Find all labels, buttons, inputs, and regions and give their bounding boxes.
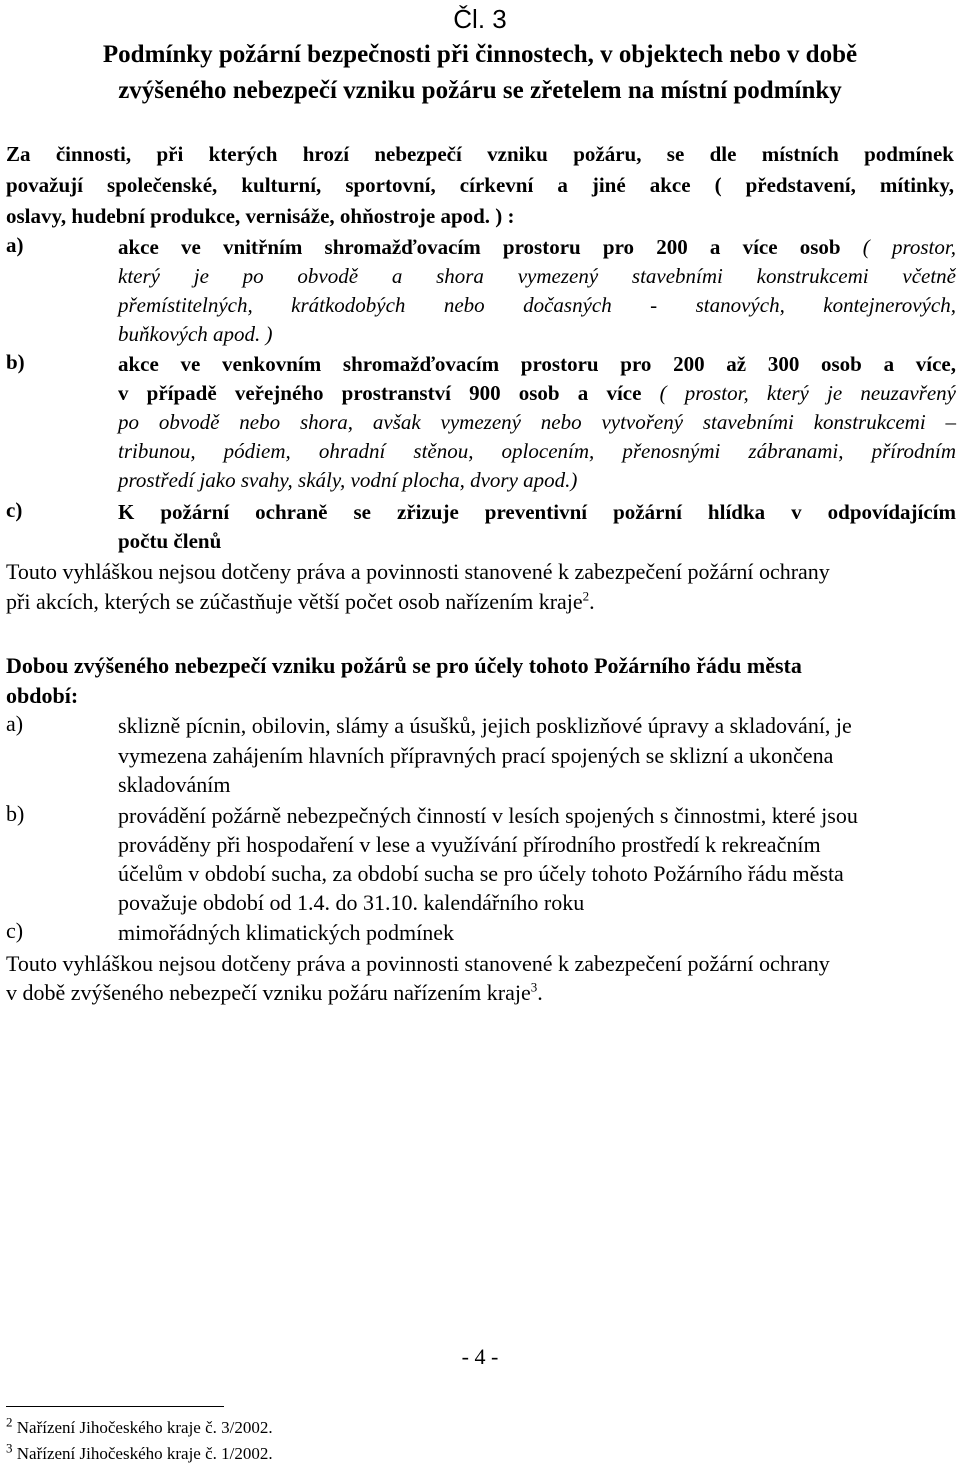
list-item-b-line-2 — [118, 379, 956, 408]
footnote-mark: 3 — [6, 1440, 13, 1456]
section1-intro-line-1: Za činnosti, při kterých hrozí nebezpečí vzniku požáru, se dle místních podmínek — [6, 142, 954, 166]
section2-heading-line-2: období: — [6, 683, 79, 708]
period-item-a-line-2: vymezena zahájením hlavních přípravných prací spojených se sklizní a ukončena — [118, 743, 834, 768]
list-item-b-line-1: akce ve venkovním shromažďovacím prostoru pro 200 až 300 osob a více, — [118, 352, 956, 376]
section1-note-text: při akcích, kterých se zúčastňuje větší počet osob nařízením kraje — [6, 589, 583, 614]
article-number: Čl. 3 — [453, 4, 507, 34]
item-letter: a) — [6, 711, 24, 736]
list-item-b-italic: ( prostor, který je neuzavřený — [641, 381, 956, 405]
list-item-a-line-3: přemístitelných, krátkodobých nebo dočasných - stanových, kontejnerových, — [118, 293, 956, 317]
footnote-text: Nařízení Jihočeského kraje č. 3/2002. — [12, 1418, 273, 1437]
list-item-b-line-4: tribunou, pódiem, ohradní stěnou, oplocením, přenosnými zábranami, přírodním — [118, 439, 956, 463]
period-item-b-line-4: považuje období od 1.4. do 31.10. kalendářního roku — [118, 890, 585, 915]
item-letter: c) — [6, 498, 23, 522]
list-item-a-line-1 — [118, 233, 956, 262]
section2-note-line-1: Touto vyhláškou nejsou dotčeny práva a povinnosti stanovené k zabezpečení požární ochrany — [6, 951, 830, 976]
footnote-text: Nařízení Jihočeského kraje č. 1/2002. — [12, 1444, 273, 1463]
footnote-divider — [6, 1406, 224, 1407]
period-item-b-line-3: účelům v období sucha, za období sucha se pro účely tohoto Požárního řádu města — [118, 861, 844, 886]
period-item-b-line-2: prováděny při hospodaření v lese a využívání přírodního prostředí k rekreačním — [118, 832, 821, 857]
period-item-a-line-1: sklizně pícnin, obilovin, slámy a úsušků, jejich posklizňové úpravy a skladování, je — [118, 713, 852, 738]
footnote-ref: 2 — [582, 588, 590, 604]
section1-intro-line-3: oslavy, hudební produkce, vernisáže, ohňostroje apod. ) : — [6, 204, 515, 228]
page-number: - 4 - — [461, 1344, 499, 1369]
footnote-mark: 2 — [6, 1414, 13, 1430]
footnote-3 — [6, 1440, 273, 1464]
list-item-b-bold: v případě veřejného prostranství 900 osob a více — [118, 381, 642, 405]
item-letter: b) — [6, 350, 25, 374]
item-letter: b) — [6, 801, 25, 826]
list-item-c-line-2: počtu členů — [118, 529, 222, 553]
item-letter: a) — [6, 233, 24, 257]
list-item-a-bold: akce ve vnitřním shromažďovacím prostoru pro 200 a více osob — [118, 235, 841, 259]
list-item-a-line-4: buňkových apod. ) — [118, 322, 273, 346]
period-item-a-line-3: skladováním — [118, 772, 231, 797]
section1-note-line-1: Touto vyhláškou nejsou dotčeny práva a povinnosti stanovené k zabezpečení požární ochrany — [6, 559, 830, 584]
section2-note-text: v době zvýšeného nebezpečí vzniku požáru nařízením kraje — [6, 980, 531, 1005]
list-item-b-line-5: prostředí jako svahy, skály, vodní plocha, dvory apod.) — [118, 468, 578, 492]
period-item-c-line-1: mimořádných klimatických podmínek — [118, 920, 455, 945]
list-item-a-line-2: který je po obvodě a shora vymezený stavebními konstrukcemi včetně — [118, 264, 956, 288]
item-letter: c) — [6, 918, 24, 943]
article-title-line-2: zvýšeného nebezpečí vzniku požáru se zřetelem na místní podmínky — [118, 77, 842, 104]
section1-intro-line-2: považují společenské, kulturní, sportovní, církevní a jiné akce ( představení, mítinky, — [6, 173, 954, 197]
section2-heading-line-1: Dobou zvýšeného nebezpečí vzniku požárů se pro účely tohoto Požárního řádu města — [6, 653, 802, 678]
list-item-b-line-3: po obvodě nebo shora, avšak vymezený nebo vytvořený stavebními konstrukcemi – — [118, 410, 956, 434]
footnote-2 — [6, 1414, 273, 1438]
period-item-b-line-1: provádění požárně nebezpečných činností v lesích spojených s činnostmi, které jsou — [118, 803, 858, 828]
section2-note-line-2 — [6, 978, 543, 1007]
footnote-ref: 3 — [530, 979, 538, 995]
section1-note-end: . — [589, 589, 595, 614]
section2-note-end: . — [537, 980, 543, 1005]
section1-note-line-2 — [6, 587, 595, 616]
article-title-line-1: Podmínky požární bezpečnosti při činnostech, v objektech nebo v době — [102, 41, 858, 68]
list-item-c-line-1: K požární ochraně se zřizuje preventivní požární hlídka v odpovídajícím — [118, 500, 956, 524]
list-item-a-italic: ( prostor, — [840, 235, 956, 259]
